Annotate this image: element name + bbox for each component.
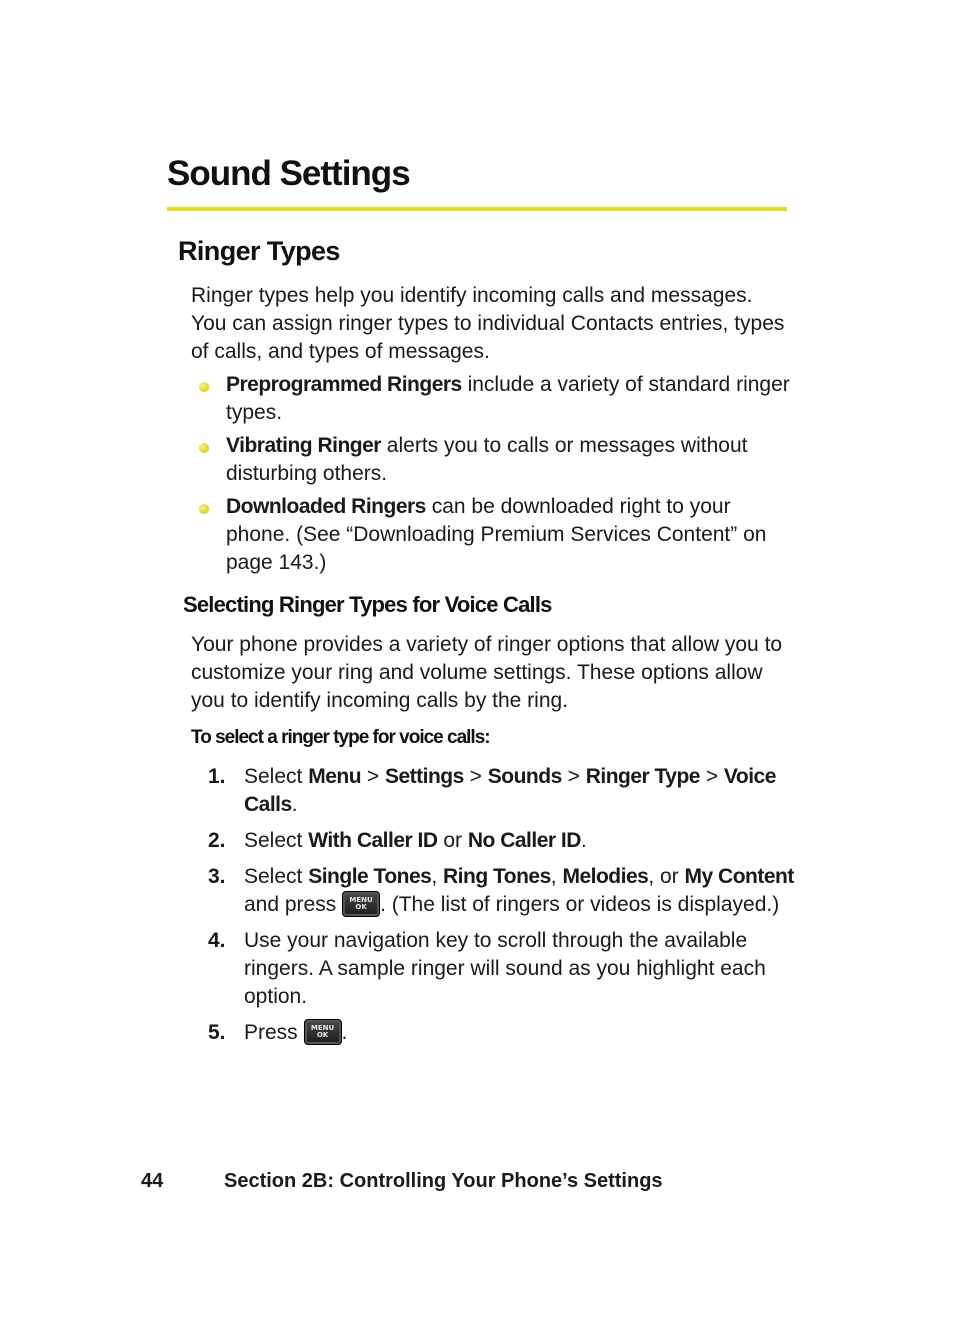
step-number: 4.: [208, 929, 226, 952]
step-item: [208, 763, 808, 819]
bullet-term: Vibrating Ringer: [226, 434, 381, 457]
bullet-term: Preprogrammed Ringers: [226, 373, 462, 396]
step-item: [208, 927, 808, 1011]
footer-section-title: Section 2B: Controlling Your Phone’s Settings: [224, 1170, 663, 1192]
step-list: [208, 763, 808, 1055]
list-item: [197, 432, 797, 488]
step-text: . (The list of ringers or videos is displayed.): [380, 893, 780, 916]
key-label: OK: [355, 903, 367, 911]
my-content-term: My Content: [684, 865, 794, 888]
voice-calls-term: Voice Calls: [244, 765, 776, 816]
step-text: Press: [244, 1021, 304, 1044]
sub-intro-paragraph: Your phone provides a variety of ringer options that allow you to customize your ring and volume settings. These options allow you to identify incoming calls by the ring.: [191, 633, 783, 712]
step-item: [208, 863, 808, 919]
sounds-term: Sounds: [487, 765, 562, 788]
step-number: 1.: [208, 765, 226, 788]
ring-tones-term: Ring Tones: [443, 865, 551, 888]
ringer-type-list: [197, 371, 797, 582]
bullet-text: include a variety of standard ringer types.: [226, 373, 790, 424]
no-caller-id-term: No Caller ID: [467, 829, 581, 852]
step-number: 3.: [208, 865, 226, 888]
section-heading: Ringer Types: [178, 236, 340, 266]
sub-heading: Selecting Ringer Types for Voice Calls: [183, 592, 552, 617]
key-label: OK: [316, 1031, 329, 1039]
bullet-text: can be downloaded right to your phone. (See “Downloading Premium Services Content” on page 143.): [226, 495, 767, 574]
step-number: 5.: [208, 1021, 226, 1044]
step-text: Select: [244, 829, 309, 852]
menu-ok-key-icon: [342, 891, 380, 917]
settings-term: Settings: [384, 765, 464, 788]
key-label: MENU: [310, 1024, 335, 1032]
with-caller-id-term: With Caller ID: [308, 829, 438, 852]
step-text: Select: [244, 865, 309, 888]
separator: >: [699, 765, 724, 788]
page-number: 44: [141, 1170, 164, 1192]
step-text: , or: [648, 865, 685, 888]
list-item: [197, 493, 797, 577]
bullet-icon: [199, 382, 209, 392]
step-text: Use your navigation key to scroll through the available ringers. A sample ringer will sound as you highlight each option.: [244, 929, 766, 1008]
step-text: or: [437, 829, 468, 852]
period: .: [291, 793, 298, 816]
period: .: [341, 1021, 348, 1044]
single-tones-term: Single Tones: [308, 865, 432, 888]
menu-term: Menu: [308, 765, 362, 788]
step-text: ,: [431, 865, 444, 888]
bullet-icon: [199, 504, 209, 514]
ringer-type-term: Ringer Type: [585, 765, 700, 788]
procedure-title: To select a ringer type for voice calls:: [191, 727, 490, 748]
intro-paragraph: Ringer types help you identify incoming calls and messages. You can assign ringer types to individual Contacts entries, types of calls, and types of messages.: [191, 284, 785, 363]
melodies-term: Melodies: [562, 865, 649, 888]
step-number: 2.: [208, 829, 226, 852]
bullet-term: Downloaded Ringers: [226, 495, 426, 518]
step-text: Select: [244, 765, 309, 788]
separator: >: [561, 765, 586, 788]
menu-ok-key-icon: [304, 1019, 342, 1045]
key-label: MENU: [349, 896, 373, 904]
separator: >: [361, 765, 385, 788]
step-text: ,: [550, 865, 563, 888]
list-item: [197, 371, 797, 427]
title-rule: [167, 207, 787, 211]
bullet-icon: [199, 443, 209, 453]
step-item: [208, 1019, 808, 1047]
step-text: and press: [244, 893, 343, 916]
page-title: Sound Settings: [167, 154, 410, 193]
bullet-text: alerts you to calls or messages without disturbing others.: [226, 434, 748, 485]
separator: >: [463, 765, 488, 788]
step-item: [208, 827, 808, 855]
period: .: [580, 829, 587, 852]
